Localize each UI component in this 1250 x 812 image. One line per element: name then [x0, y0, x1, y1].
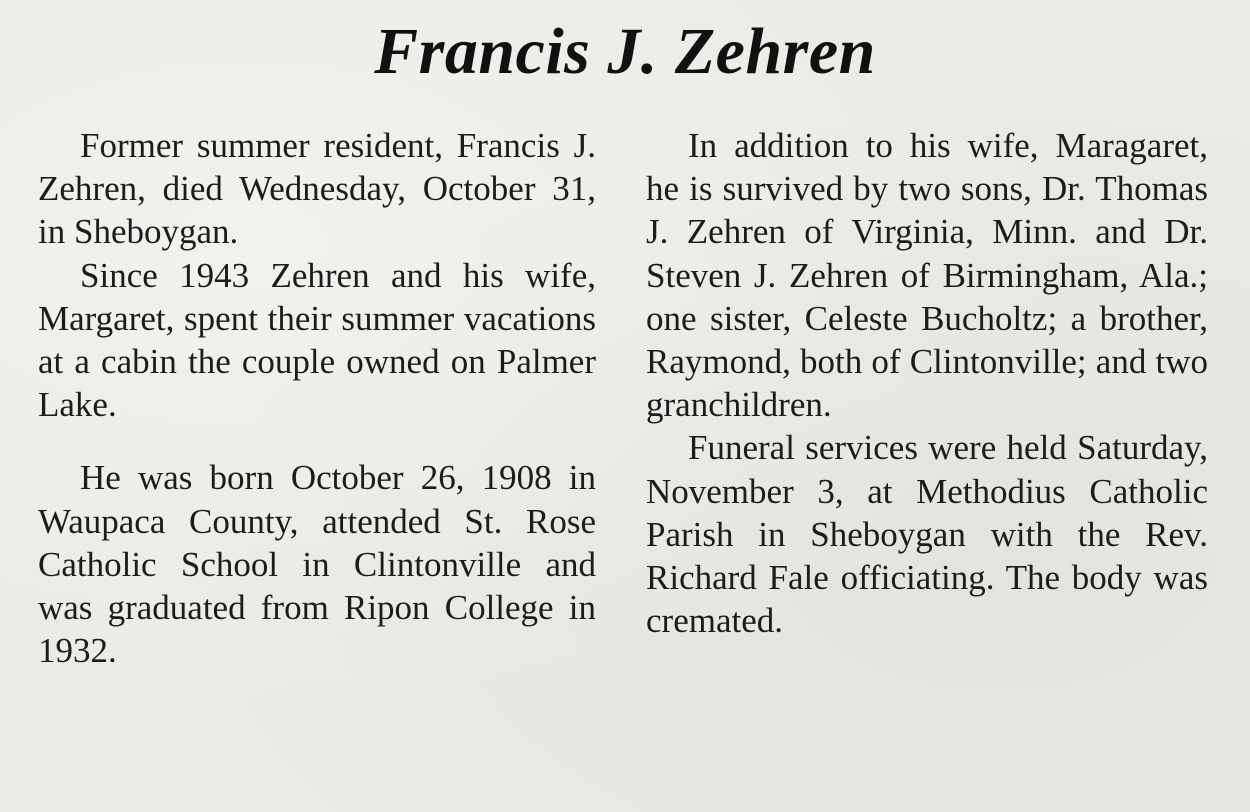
paragraph-summer-residence: Since 1943 Zehren and his wife, Margaret, spent their summer vacations at a cabin the couple owned on Palmer Lake. [38, 255, 596, 425]
paragraph-survivors: In addition to his wife, Maragaret, he is survived by two sons, Dr. Thomas J. Zehren of Virginia, Minn. and Dr. Steven J. Zehren of Birmingham, Ala.; one sister, Celeste Bucholtz; a brother, Raymond, both of Clintonville; and two granchildren. [646, 126, 1208, 425]
paragraph-death-notice: Former summer resident, Francis J. Zehren, died Wednesday, October 31, in Sheboygan. [38, 126, 596, 252]
paragraph-biography: He was born October 26, 1908 in Waupaca County, attended St. Rose Catholic School in Clintonville and was graduated from Ripon College in 1932. [38, 458, 596, 671]
right-column [646, 124, 1208, 642]
obituary-headline: Francis J. Zehren [374, 15, 876, 88]
left-column [38, 124, 596, 672]
paragraph-funeral-services: Funeral services were held Saturday, November 3, at Methodius Catholic Parish in Sheboygan with the Rev. Richard Fale officiating. The body was cremated. [646, 428, 1208, 641]
